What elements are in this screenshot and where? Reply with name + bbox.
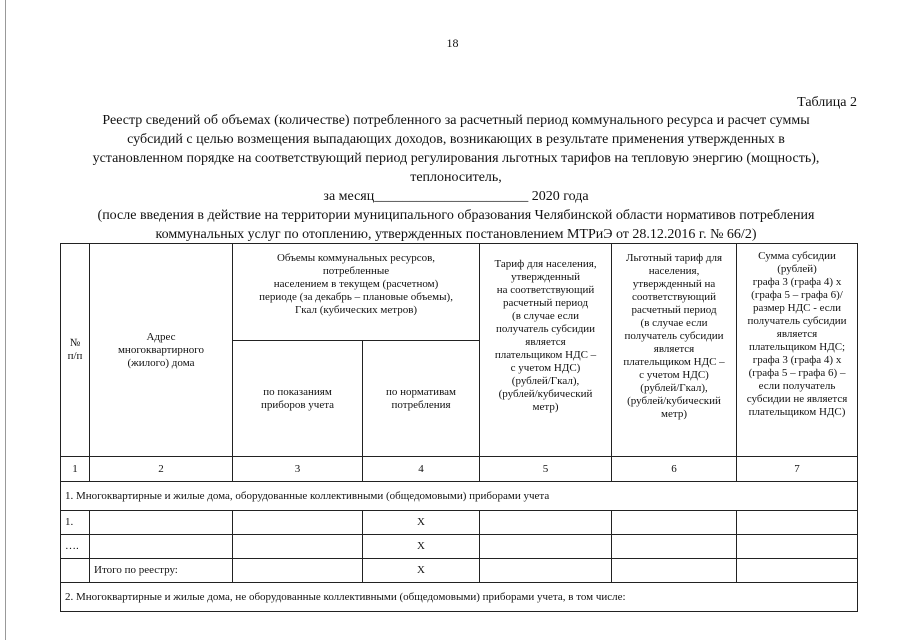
heading-line: Реестр сведений об объемах (количестве) потребленного за расчетный период коммунального ресурса и расчет суммы	[102, 113, 810, 128]
column-number: 1	[61, 457, 90, 482]
header-subsidy: Сумма субсидии (рублей) графа 3 (графа 4) х (графа 5 – графа 6)/ размер НДС - если получатель субсидии является плательщиком НДС; графа 3 (графа 4) х (графа 5 – графа 6) – если получатель субсидии не является плательщиком НДС)	[737, 244, 858, 457]
row-cell	[480, 535, 612, 559]
row-cell	[612, 511, 737, 535]
heading-line: субсидий с целью возмещения выпадающих доходов, возникающих в результате применения утвержденных в	[127, 132, 785, 147]
header-tariff: Тариф для населения, утвержденный на соответствующий расчетный период (в случае если получатель субсидии является плательщиком НДС – с учетом НДС) (рублей/Гкал), (рублей/кубический метр)	[480, 244, 612, 457]
section-row	[61, 482, 858, 511]
section-row	[61, 583, 858, 612]
section-1-title: 1. Многоквартирные и жилые дома, оборудованные коллективными (общедомовыми) приборами учета	[61, 482, 858, 511]
row-cell	[233, 535, 363, 559]
table-total-row	[61, 559, 858, 583]
table-row	[61, 511, 858, 535]
header-benefit-tariff: Льготный тариф для населения, утвержденный на соответствующий расчетный период (в случае если получатель субсидии является плательщиком НДС – с учетом НДС) (рублей/Гкал), (рублей/кубический метр)	[612, 244, 737, 457]
row-num: ….	[61, 535, 90, 559]
row-cell	[737, 559, 858, 583]
row-cell	[612, 535, 737, 559]
page-edge-line	[5, 0, 6, 640]
column-number: 2	[90, 457, 233, 482]
table-row	[61, 535, 858, 559]
header-volumes: Объемы коммунальных ресурсов, потребленные населением в текущем (расчетном) периоде (за декабрь – плановые объемы), Гкал (кубических метров)	[233, 244, 480, 341]
row-cell	[233, 511, 363, 535]
row-cell	[737, 511, 858, 535]
row-cell	[233, 559, 363, 583]
column-number-row	[61, 457, 858, 482]
column-number: 6	[612, 457, 737, 482]
table-label: Таблица 2	[797, 95, 857, 110]
section-2-title: 2. Многоквартирные и жилые дома, не оборудованные коллективными (общедомовыми) приборами учета, в том числе:	[61, 583, 858, 612]
header-by-meters: по показаниям приборов учета	[233, 341, 363, 457]
registry-table	[60, 243, 858, 612]
heading-line: теплоноситель,	[410, 170, 502, 185]
row-cell	[612, 559, 737, 583]
row-total-label: Итого по реестру:	[90, 559, 233, 583]
row-num	[61, 559, 90, 583]
column-number: 3	[233, 457, 363, 482]
row-cell-x: Х	[363, 535, 480, 559]
heading-period-line: за месяц______________________ 2020 года	[323, 189, 589, 204]
table-header-row	[61, 244, 858, 341]
heading-line: установленном порядке на соответствующий период регулирования льготных тарифов на тепловую энергию (мощность),	[92, 151, 820, 166]
column-number: 5	[480, 457, 612, 482]
row-cell	[480, 511, 612, 535]
header-by-norms: по нормативам потребления	[363, 341, 480, 457]
column-number: 7	[737, 457, 858, 482]
column-number: 4	[363, 457, 480, 482]
header-address: Адрес многоквартирного (жилого) дома	[90, 244, 233, 457]
row-cell	[737, 535, 858, 559]
document-heading	[46, 111, 866, 244]
row-address	[90, 511, 233, 535]
page-number: 18	[446, 36, 459, 50]
row-address	[90, 535, 233, 559]
heading-line: (после введения в действие на территории муниципального образования Челябинской области нормативов потребления	[97, 208, 815, 223]
row-num: 1.	[61, 511, 90, 535]
header-num: № п/п	[61, 244, 90, 457]
row-cell-x: Х	[363, 559, 480, 583]
row-cell	[480, 559, 612, 583]
row-cell-x: Х	[363, 511, 480, 535]
heading-line: коммунальных услуг по отоплению, утвержденных постановлением МТРиЭ от 28.12.2016 г. № 66/2)	[155, 227, 757, 242]
